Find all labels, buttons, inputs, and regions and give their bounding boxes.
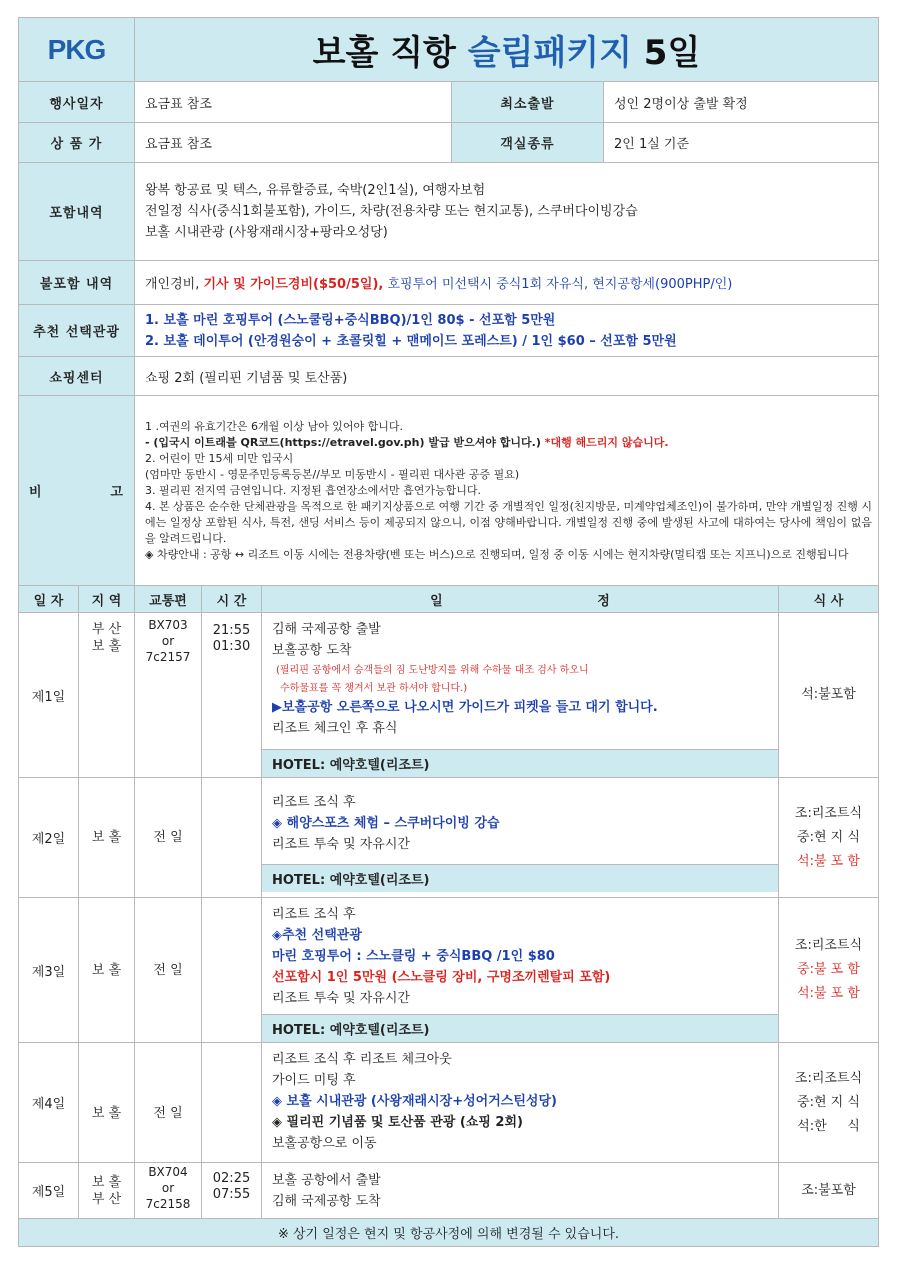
- transport-cell: 전 일: [135, 898, 202, 1043]
- excluded-value: 개인경비, 기사 및 가이드경비($50/5일), 호핑투어 미선택시 중식1회 자유식, 현지공항세(900PHP/인): [135, 261, 879, 305]
- meal-cell: 조:불포함: [779, 1163, 879, 1219]
- header-day: 일 자: [19, 586, 79, 613]
- day-label: 제1일: [19, 613, 79, 778]
- min-departure-label: 최소출발: [452, 82, 604, 123]
- region-cell: 보 홀: [79, 898, 135, 1043]
- day-row: [19, 898, 879, 1043]
- hotel-bar: HOTEL: 예약호텔(리조트): [262, 749, 779, 777]
- meal-cell: 조:리조트식 중:현 지 식 석:한 식: [779, 1043, 879, 1163]
- day-label: 제5일: [19, 1163, 79, 1219]
- time-cell: [202, 778, 262, 898]
- header-region: 지 역: [79, 586, 135, 613]
- day-label: 제3일: [19, 898, 79, 1043]
- schedule-cell: 리조트 조식 후 리조트 체크아웃 가이드 미팅 후 ◈ 보홀 시내관광 (사왕재래시장+성어거스틴성당) ◈ 필리핀 기념품 및 토산품 관광 (쇼핑 2회) 보홀공항으로 이동: [262, 1043, 779, 1163]
- remarks-value: 1 .여권의 유효기간은 6개월 이상 남아 있어야 합니다. - (입국시 이트래블 QR코드(https://etravel.gov.ph) 발급 받으셔야 합니다.) *대행 해드리지 않습니다. 2. 어린이 만 15세 미만 입국시 (엄마만 동반시 - 영문주민등록등본//부모 미동반시 - 필리핀 대사관 공증 필요) 3. 필리핀 전지역 금연입니다. 지정된 흡연장소에서만 흡연가능합니다. 4. 본 상품은 순수한 단체관광을 목적으로 한 패키지상품으로 여행 기간 중 개별적인 일정(친지방문, 미계약업체조인)이 불가하며, 만약 개별일정 진행 시에는 일정상 포함된 식사, 특전, 샌딩 서비스 등이 제공되지 않으니, 이점 양해바랍니다. 개별일정 진행 중에 발생된 사고에 대하여는 당사에 책임이 없음을 알려드립니다. ◈ 차량안내 : 공항 ↔ 리조트 이동 시에는 전용차량(벤 또는 버스)으로 진행되며, 일정 중 이동 시에는 현지차량(멀티캡 또는 지프니)으로 진행됩니다: [135, 396, 879, 586]
- region-cell: 보 홀: [79, 778, 135, 898]
- included-label: 포함내역: [19, 163, 135, 261]
- transport-cell: BX704 or 7c2158: [135, 1163, 202, 1219]
- shopping-label: 쇼핑센터: [19, 357, 135, 396]
- time-cell: 21:55 01:30: [202, 613, 262, 778]
- meal-cell: 조:리조트식 중:불 포 함 석:불 포 함: [779, 898, 879, 1043]
- room-type-label: 객실종류: [452, 123, 604, 163]
- region-cell: 보 홀 부 산: [79, 1163, 135, 1219]
- event-date-label: 행사일자: [19, 82, 135, 123]
- schedule-cell: 보홀 공항에서 출발 김해 국제공항 도착: [262, 1163, 779, 1219]
- time-cell: 02:25 07:55: [202, 1163, 262, 1219]
- region-cell: 부 산 보 홀: [79, 613, 135, 778]
- optional-tour-label: 추천 선택관광: [19, 305, 135, 357]
- page-title: 보홀 직항 슬림패키지 5일: [135, 18, 879, 82]
- day-label: 제4일: [19, 1043, 79, 1163]
- schedule-cell: 리조트 조식 후 ◈ 해양스포츠 체험 – 스쿠버다이빙 강습 리조트 투숙 및 자유시간 HOTEL: 예약호텔(리조트): [262, 778, 779, 898]
- time-cell: [202, 1043, 262, 1163]
- day-label: 제2일: [19, 778, 79, 898]
- day-row: [19, 778, 879, 898]
- footer-note: ※ 상기 일정은 현지 및 항공사정에 의해 변경될 수 있습니다.: [19, 1219, 879, 1247]
- optional-tour-value: 1. 보홀 마린 호핑투어 (스노쿨링+중식BBQ)/1인 80$ - 선포함 5만원 2. 보홀 데이투어 (안경원숭이 + 초콜릿힐 + 맨메이드 포레스트) / 1인 $60 – 선포함 5만원: [135, 305, 879, 357]
- schedule-cell: 리조트 조식 후 ◈추천 선택관광 마린 호핑투어 : 스노클링 + 중식BBQ /1인 $80 선포함시 1인 5만원 (스노클링 장비, 구명조끼렌탈피 포함) 리조트 투숙 및 자유시간 HOTEL: 예약호텔(리조트): [262, 898, 779, 1043]
- day-row: [19, 613, 879, 778]
- price-label: 상 품 가: [19, 123, 135, 163]
- price-value: 요금표 참조: [135, 123, 452, 163]
- header-schedule: 일 정: [262, 586, 779, 613]
- min-departure-value: 성인 2명이상 출발 확정: [604, 82, 879, 123]
- info-table: [18, 17, 879, 586]
- meal-cell: 석:불포함: [779, 613, 879, 778]
- header-meal: 식 사: [779, 586, 879, 613]
- transport-cell: BX703 or 7c2157: [135, 613, 202, 778]
- hotel-bar: HOTEL: 예약호텔(리조트): [262, 864, 779, 892]
- remarks-label: 비 고: [19, 396, 135, 586]
- shopping-value: 쇼핑 2회 (필리핀 기념품 및 토산품): [135, 357, 879, 396]
- room-type-value: 2인 1실 기준: [604, 123, 879, 163]
- day-row: [19, 1163, 879, 1219]
- excluded-label: 불포함 내역: [19, 261, 135, 305]
- transport-cell: 전 일: [135, 1043, 202, 1163]
- itinerary-table: [18, 585, 879, 1247]
- meal-cell: 조:리조트식 중:현 지 식 석:불 포 함: [779, 778, 879, 898]
- hotel-bar: HOTEL: 예약호텔(리조트): [262, 1014, 779, 1042]
- schedule-cell: 김해 국제공항 출발 보홀공항 도착 (필리핀 공항에서 승객들의 짐 도난방지를 위해 수하물 대조 검사 하오니 수하물표를 꼭 챙겨서 보관 하셔야 합니다.) ▶보홀공항 오른쪽으로 나오시면 가이드가 피켓을 들고 대기 합니다. 리조트 체크인 후 휴식 HOTEL: 예약호텔(리조트): [262, 613, 779, 778]
- header-time: 시 간: [202, 586, 262, 613]
- pkg-label: PKG: [19, 18, 135, 82]
- event-date-value: 요금표 참조: [135, 82, 452, 123]
- day-row: [19, 1043, 879, 1163]
- header-transport: 교통편: [135, 586, 202, 613]
- itinerary-sheet: [18, 17, 878, 1247]
- transport-cell: 전 일: [135, 778, 202, 898]
- time-cell: [202, 898, 262, 1043]
- included-value: 왕복 항공료 및 텍스, 유류할증료, 숙박(2인1실), 여행자보험 전일정 식사(중식1회불포함), 가이드, 차량(전용차량 또는 현지교통), 스쿠버다이빙강습 보홀 시내관광 (사왕재래시장+팡라오성당): [135, 163, 879, 261]
- region-cell: 보 홀: [79, 1043, 135, 1163]
